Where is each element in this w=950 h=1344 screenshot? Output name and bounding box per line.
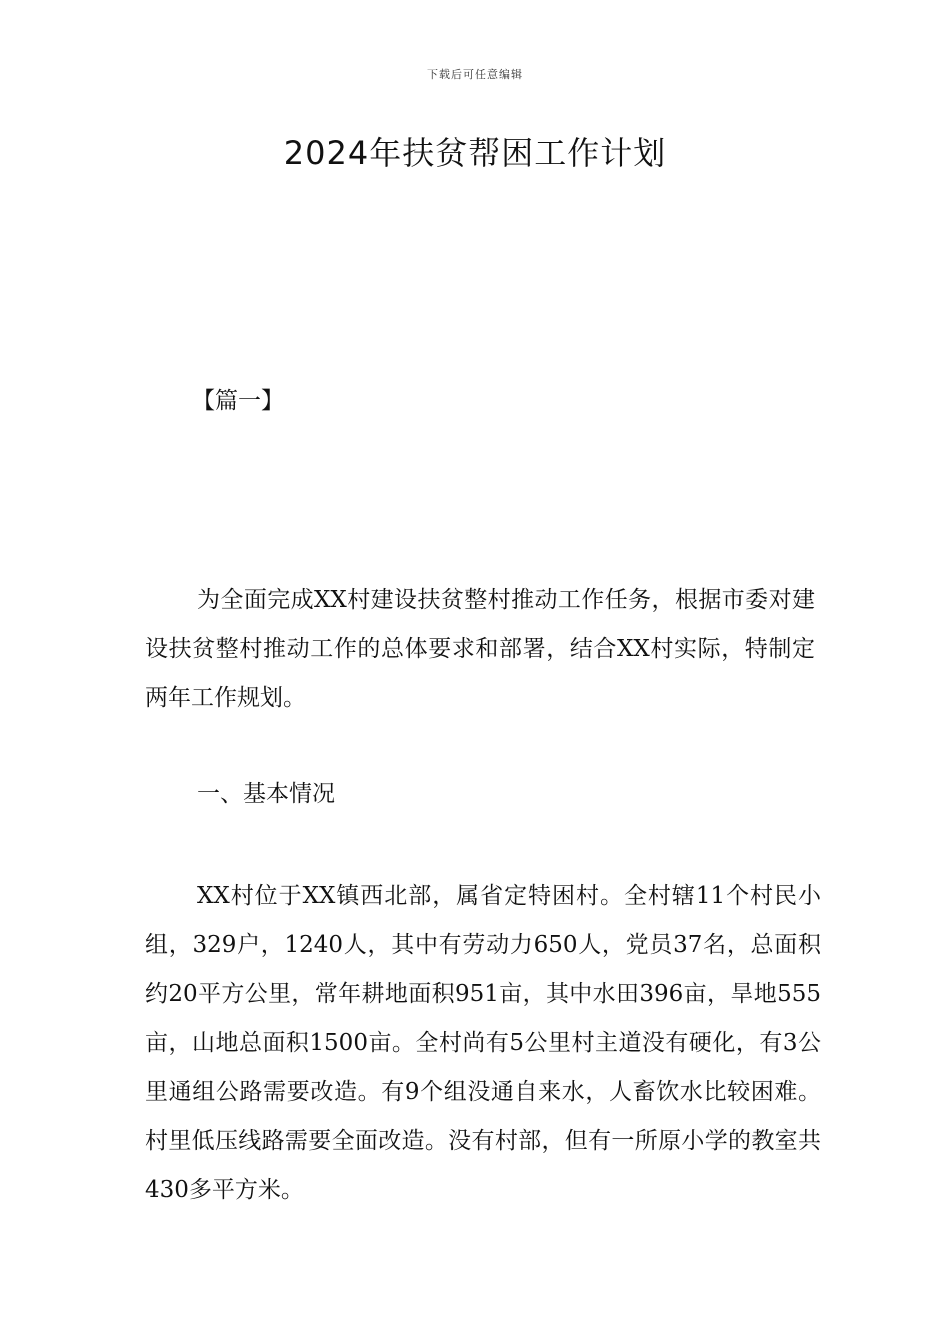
- header-note: 下载后可任意编辑: [427, 68, 523, 81]
- document-title: 2024年扶贫帮困工作计划: [283, 134, 667, 172]
- basic-info-paragraph: XX村位于XX镇西北部，属省定特困村。全村辖11个村民小组，329户，1240人，其中有劳动力650人，党员37名，总面积约20平方公里，常年耕地面积951亩，其中水田396亩，旱地555亩，山地总面积1500亩。全村尚有5公里村主道没有硬化，有3公里通组公路需要改造。有9个组没通自来水，人畜饮水比较困难。村里低压线路需要全面改造。没有村部，但有一所原小学的教室共430多平方米。: [145, 883, 821, 1203]
- intro-paragraph: 为全面完成XX村建设扶贫整村推动工作任务，根据市委对建设扶贫整村推动工作的总体要求和部署，结合XX村实际，特制定两年工作规划。: [145, 587, 815, 711]
- section-heading-basic-info: 一、基本情况: [197, 781, 335, 807]
- section-tag: 【篇一】: [192, 388, 284, 414]
